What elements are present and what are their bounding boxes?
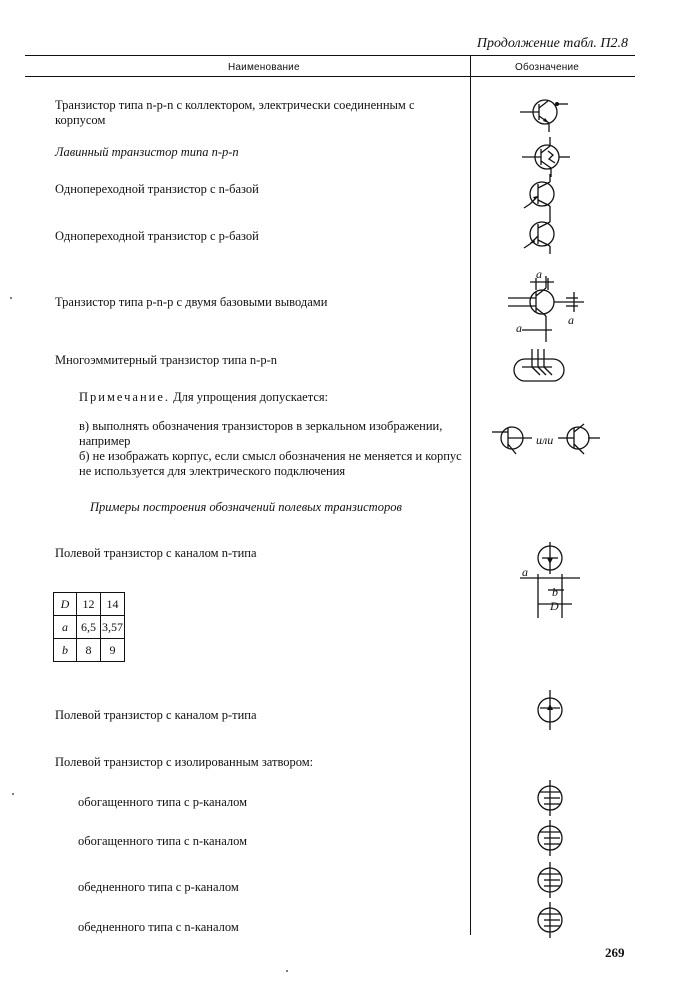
header-bottom-rule — [25, 76, 635, 77]
dim-row-b-14: 9 — [101, 639, 125, 662]
note-title: Примечание. — [79, 390, 171, 404]
table-continuation-caption: Продолжение табл. П2.8 — [476, 36, 628, 51]
row-ujt-n-base: Однопереходной транзистор с n-базой — [55, 182, 259, 196]
dim-a-label-fet: a — [522, 565, 528, 579]
page-number: 269 — [605, 945, 625, 960]
npn-collector-case-symbol — [520, 90, 570, 134]
ujt-p-base-symbol — [524, 214, 564, 254]
dim-row-b-12: 8 — [77, 639, 101, 662]
speck — [12, 793, 14, 795]
or-word: или — [536, 433, 554, 447]
ujt-n-base-symbol — [524, 174, 564, 214]
dim-row-a-label: a — [54, 616, 77, 639]
speck — [286, 970, 288, 972]
row-pnp-two-bases: Транзистор типа p-n-p с двумя базовыми выводами — [55, 295, 328, 309]
avalanche-transistor-symbol — [522, 137, 572, 177]
fet-enh-n-symbol — [532, 820, 568, 856]
row-multi-emitter: Многоэммитерный транзистор типа n-p-n — [55, 353, 277, 367]
speck — [10, 297, 12, 299]
fet-enh-p-symbol — [532, 780, 568, 816]
row-fet-dep-n: обедненного типа с n-каналом — [78, 920, 239, 934]
fet-dep-n-symbol — [532, 902, 568, 938]
row-fet-enh-n: обогащенного типа с n-каналом — [78, 834, 248, 848]
row-fet-enh-p: обогащенного типа с p-каналом — [78, 795, 248, 809]
header-top-rule — [25, 55, 635, 56]
name-column-header: Наименование — [228, 62, 300, 73]
fet-p-channel-symbol — [528, 690, 572, 730]
fet-section-title: Примеры построения обозначений полевых транзисторов — [90, 500, 402, 514]
dim-d-label-fet: D — [550, 599, 559, 613]
row-npn-collector-case: Транзистор типа n-p-n с коллектором, электрически соединенным с корпусом — [55, 98, 415, 127]
dim-row-a-14: 3,57 — [101, 616, 125, 639]
mirrored-transistor-examples — [492, 420, 607, 460]
row-fet-insulated-gate: Полевой транзистор с изолированным затвором: — [55, 755, 314, 769]
note-item-a: в) выполнять обозначения транзисторов в зеркальном изображении, например — [79, 419, 443, 448]
dim-head-12: 12 — [77, 593, 101, 616]
dim-b-label-fet: b — [552, 585, 558, 599]
dim-a-label-right: a — [568, 313, 574, 327]
dim-row-b-label: b — [54, 639, 77, 662]
row-fet-p-channel: Полевой транзистор с каналом p-типа — [55, 708, 257, 722]
dim-head-14: 14 — [101, 593, 125, 616]
row-fet-dep-p: обедненного типа с p-каналом — [78, 880, 239, 894]
row-ujt-p-base: Однопереходной транзистор с p-базой — [55, 229, 259, 243]
row-fet-n-channel: Полевой транзистор с каналом n-типа — [55, 546, 257, 560]
multi-emitter-symbol — [512, 345, 572, 385]
note-intro-text: Для упрощения допускается: — [173, 390, 329, 404]
dimension-table — [53, 592, 125, 662]
dim-a-label-bottom: a — [516, 321, 522, 335]
fet-n-channel-symbol — [520, 538, 590, 618]
dim-row-a-12: 6,5 — [77, 616, 101, 639]
dim-a-label-top: a — [536, 267, 542, 281]
row-avalanche-transistor: Лавинный транзистор типа n-p-n — [55, 145, 239, 159]
pnp-two-bases-symbol — [508, 268, 588, 342]
note-item-b: б) не изображать корпус, если смысл обозначения не меняется и корпус не используется для электрического подключения — [79, 449, 462, 478]
fet-dep-p-symbol — [532, 862, 568, 898]
note-intro — [79, 390, 469, 405]
dim-head-d: D — [54, 593, 77, 616]
symbol-column-header: Обозначение — [515, 62, 580, 73]
